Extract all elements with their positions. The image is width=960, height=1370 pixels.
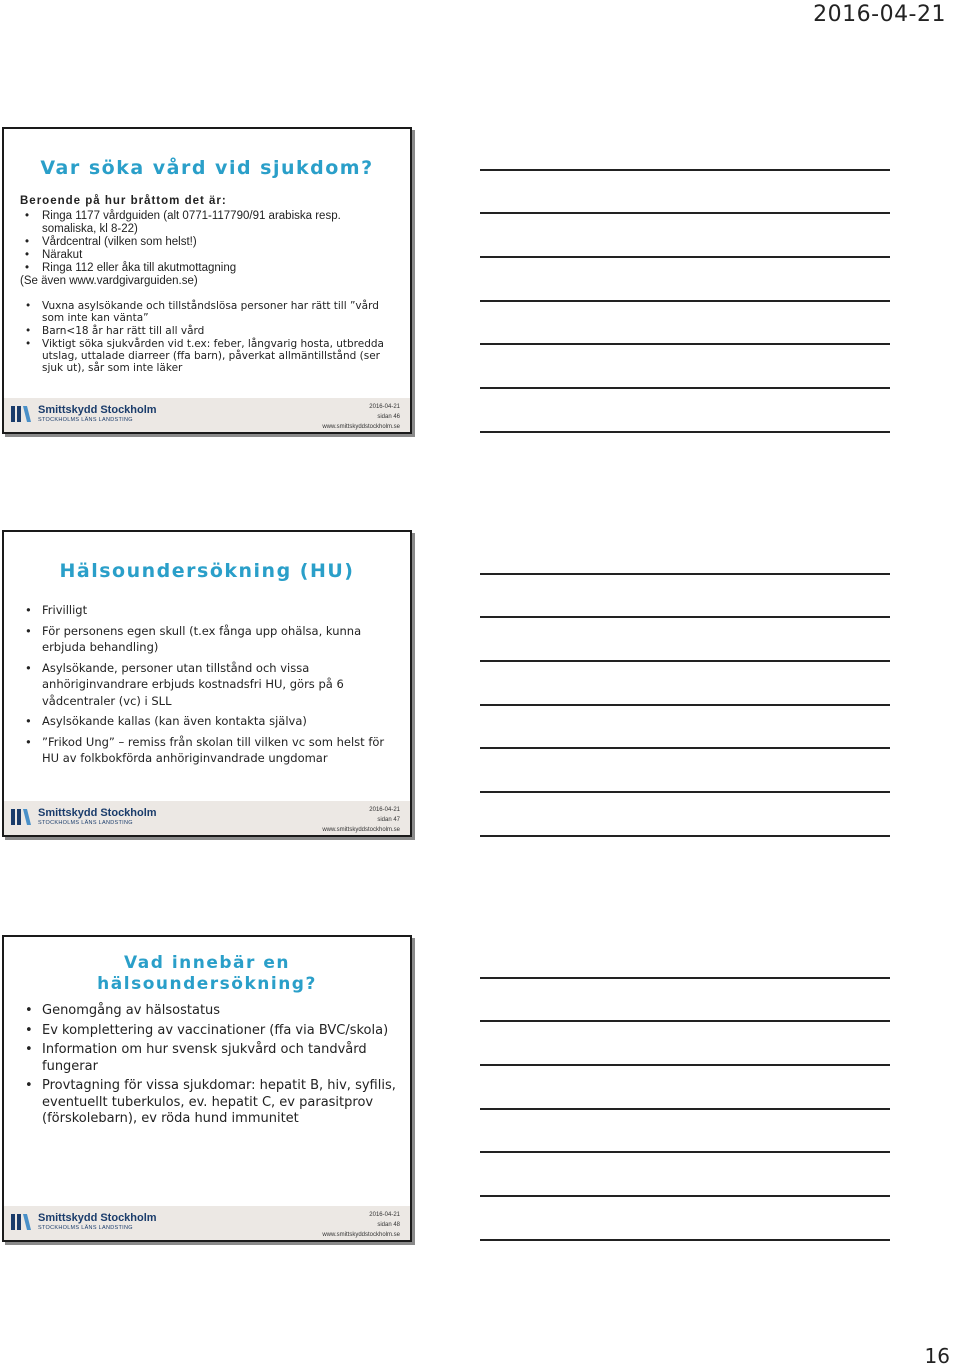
note-line	[480, 1108, 890, 1110]
slide-intro: Beroende på hur bråttom det är:	[20, 195, 227, 207]
footer-page: sidan 48	[377, 1222, 400, 1228]
note-line	[480, 1020, 890, 1022]
footer-url: www.smittskyddstockholm.se	[322, 827, 400, 833]
note-line	[480, 343, 890, 345]
hu-list	[20, 602, 396, 767]
list-item: • Asylsökande, personer utan tillstånd och vissa anhöriginvandrare erbjuds kostnadsfri HU, görs på 6 vådcentraler (vc) i SLL	[20, 660, 396, 710]
list-item: • Vårdcentral (vilken som helst!)	[20, 236, 398, 249]
note-line	[480, 1064, 890, 1066]
list-item: • Frivilligt	[20, 602, 396, 619]
org-logo	[10, 404, 157, 424]
note-line	[480, 300, 890, 302]
note-line	[480, 212, 890, 214]
note-line	[480, 791, 890, 793]
note-line	[480, 747, 890, 749]
list-item: • Viktigt söka sjukvården vid t.ex: feber, långvarig hosta, utbredda utslag, uttalade diarreer (ffa barn), påverkat allmäntillstånd (ser sjuk ut), sår som inte läker	[20, 338, 398, 374]
logo-mark-icon	[10, 807, 32, 827]
title-line: hälsoundersökning?	[97, 974, 317, 994]
slide-body	[20, 1003, 396, 1128]
slide-footer	[4, 398, 410, 432]
list-item: • ”Frikod Ung” – remiss från skolan till vilken vc som helst för HU av folkbokförda anhöriginvandrade ungdomar	[20, 734, 396, 767]
list-tail: (Se även www.vardgivarguiden.se)	[20, 275, 198, 287]
logo-name: Smittskydd Stockholm	[38, 1212, 157, 1224]
list-item: • Närakut	[20, 249, 398, 262]
page-date: 2016-04-21	[813, 2, 946, 27]
list-item: • Barn<18 år har rätt till all vård	[20, 325, 398, 337]
slide-48	[2, 935, 412, 1242]
logo-subtitle: STOCKHOLMS LÄNS LANDSTING	[38, 417, 133, 423]
list-item: • Ringa 112 eller åka till akutmottagning	[20, 262, 398, 275]
logo-mark-icon	[10, 404, 32, 424]
note-line	[480, 660, 890, 662]
slide-footer	[4, 1206, 410, 1240]
logo-mark-icon	[10, 1212, 32, 1232]
footer-info	[322, 402, 400, 432]
footer-url: www.smittskyddstockholm.se	[322, 424, 400, 430]
note-line	[480, 1151, 890, 1153]
footer-page: sidan 46	[377, 414, 400, 420]
org-logo	[10, 807, 157, 827]
note-line	[480, 977, 890, 979]
note-line	[480, 835, 890, 837]
list-item: • Provtagning för vissa sjukdomar: hepatit B, hiv, syfilis, eventuellt tuberkulos, ev. hepatit C, ev parasitprov (förskolebarn), ev röda hund immunitet	[20, 1078, 396, 1128]
list-item: • Genomgång av hälsostatus	[20, 1003, 396, 1020]
footer-date: 2016-04-21	[369, 807, 400, 813]
logo-name: Smittskydd Stockholm	[38, 807, 157, 819]
slide-footer	[4, 801, 410, 835]
note-line	[480, 387, 890, 389]
note-line	[480, 169, 890, 171]
slide-body	[20, 195, 398, 374]
list-item: • Asylsökande kallas (kan även kontakta själva)	[20, 713, 396, 730]
care-options-list	[20, 210, 398, 275]
slide-title	[4, 953, 410, 995]
rights-list	[20, 300, 398, 374]
logo-subtitle: STOCKHOLMS LÄNS LANDSTING	[38, 820, 133, 826]
org-logo	[10, 1212, 157, 1232]
list-item: • Ringa 1177 vårdguiden (alt 0771-117790/91 arabiska resp. somaliska, kl 8-22)	[20, 210, 398, 236]
logo-subtitle: STOCKHOLMS LÄNS LANDSTING	[38, 1225, 133, 1231]
footer-info	[322, 1210, 400, 1240]
note-line	[480, 1195, 890, 1197]
note-line	[480, 573, 890, 575]
logo-name: Smittskydd Stockholm	[38, 404, 157, 416]
list-item: • För personens egen skull (t.ex fånga upp ohälsa, kunna erbjuda behandling)	[20, 623, 396, 656]
slide-47	[2, 530, 412, 837]
slide-46	[2, 127, 412, 434]
note-line	[480, 1239, 890, 1241]
list-item: • Vuxna asylsökande och tillståndslösa personer har rätt till ”vård som inte kan vänta”	[20, 300, 398, 324]
footer-info	[322, 805, 400, 835]
footer-page: sidan 47	[377, 817, 400, 823]
footer-date: 2016-04-21	[369, 1212, 400, 1218]
title-line: Vad innebär en	[124, 953, 290, 973]
hu-content-list	[20, 1003, 396, 1128]
note-line	[480, 704, 890, 706]
note-line	[480, 256, 890, 258]
slide-title: Hälsoundersökning (HU)	[59, 560, 355, 582]
slide-title: Var söka vård vid sjukdom?	[40, 157, 374, 179]
note-line	[480, 616, 890, 618]
footer-date: 2016-04-21	[369, 404, 400, 410]
note-line	[480, 431, 890, 433]
page-number: 16	[924, 1344, 950, 1368]
footer-url: www.smittskyddstockholm.se	[322, 1232, 400, 1238]
list-item: • Ev komplettering av vaccinationer (ffa via BVC/skola)	[20, 1023, 396, 1040]
slide-body	[20, 602, 396, 767]
list-item: • Information om hur svensk sjukvård och tandvård fungerar	[20, 1042, 396, 1075]
